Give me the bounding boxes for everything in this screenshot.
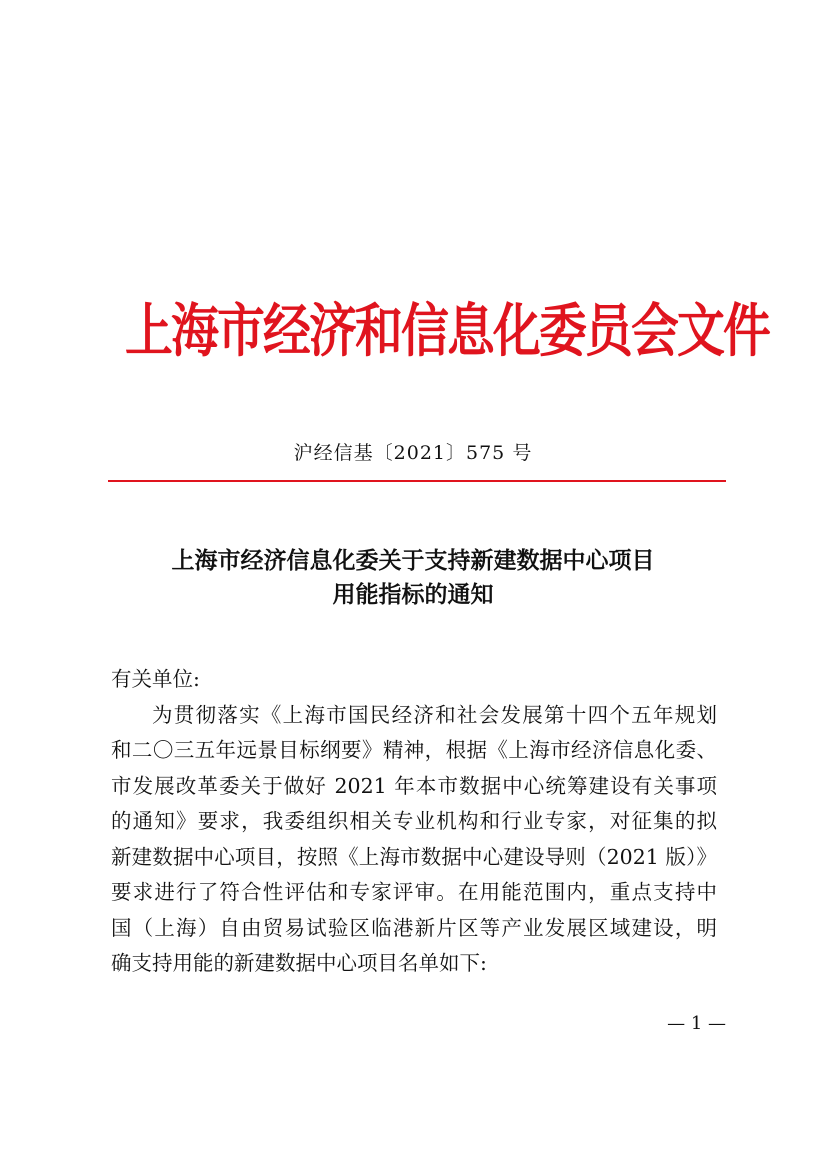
paragraph-line: 新建数据中心项目，按照《上海市数据中心建设导则（2021 版）》: [111, 844, 717, 869]
page-number: — 1 —: [667, 1013, 726, 1034]
paragraph-line: 的通知》要求，我委组织相关专业机构和行业专家，对征集的拟: [111, 809, 717, 833]
issuer-header-title: 上海市经济和信息化委员会文件: [125, 297, 770, 365]
notice-body: [111, 662, 717, 982]
red-divider-rule: [108, 480, 726, 482]
paragraph-line: 和二〇三五年远景目标纲要》精神，根据《上海市经济信息化委、: [111, 738, 717, 762]
notice-title-line-2: 用能指标的通知: [332, 581, 494, 608]
notice-title-line-1: 上海市经济信息化委关于支持新建数据中心项目: [171, 547, 655, 574]
salutation: 有关单位:: [111, 667, 200, 691]
paragraph-line: 为贯彻落实《上海市国民经济和社会发展第十四个五年规划: [152, 702, 717, 727]
paragraph-line: 国（上海）自由贸易试验区临港新片区等产业发展区域建设，明: [111, 915, 717, 940]
document-number: 沪经信基〔2021〕575 号: [293, 442, 533, 464]
notice-title: [100, 544, 726, 612]
body-paragraph: [111, 698, 717, 982]
paragraph-line: 确支持用能的新建数据中心项目名单如下:: [111, 951, 487, 975]
paragraph-line: 市发展改革委关于做好 2021 年本市数据中心统筹建设有关事项: [111, 773, 717, 798]
paragraph-line: 要求进行了符合性评估和专家评审。在用能范围内，重点支持中: [111, 880, 717, 904]
